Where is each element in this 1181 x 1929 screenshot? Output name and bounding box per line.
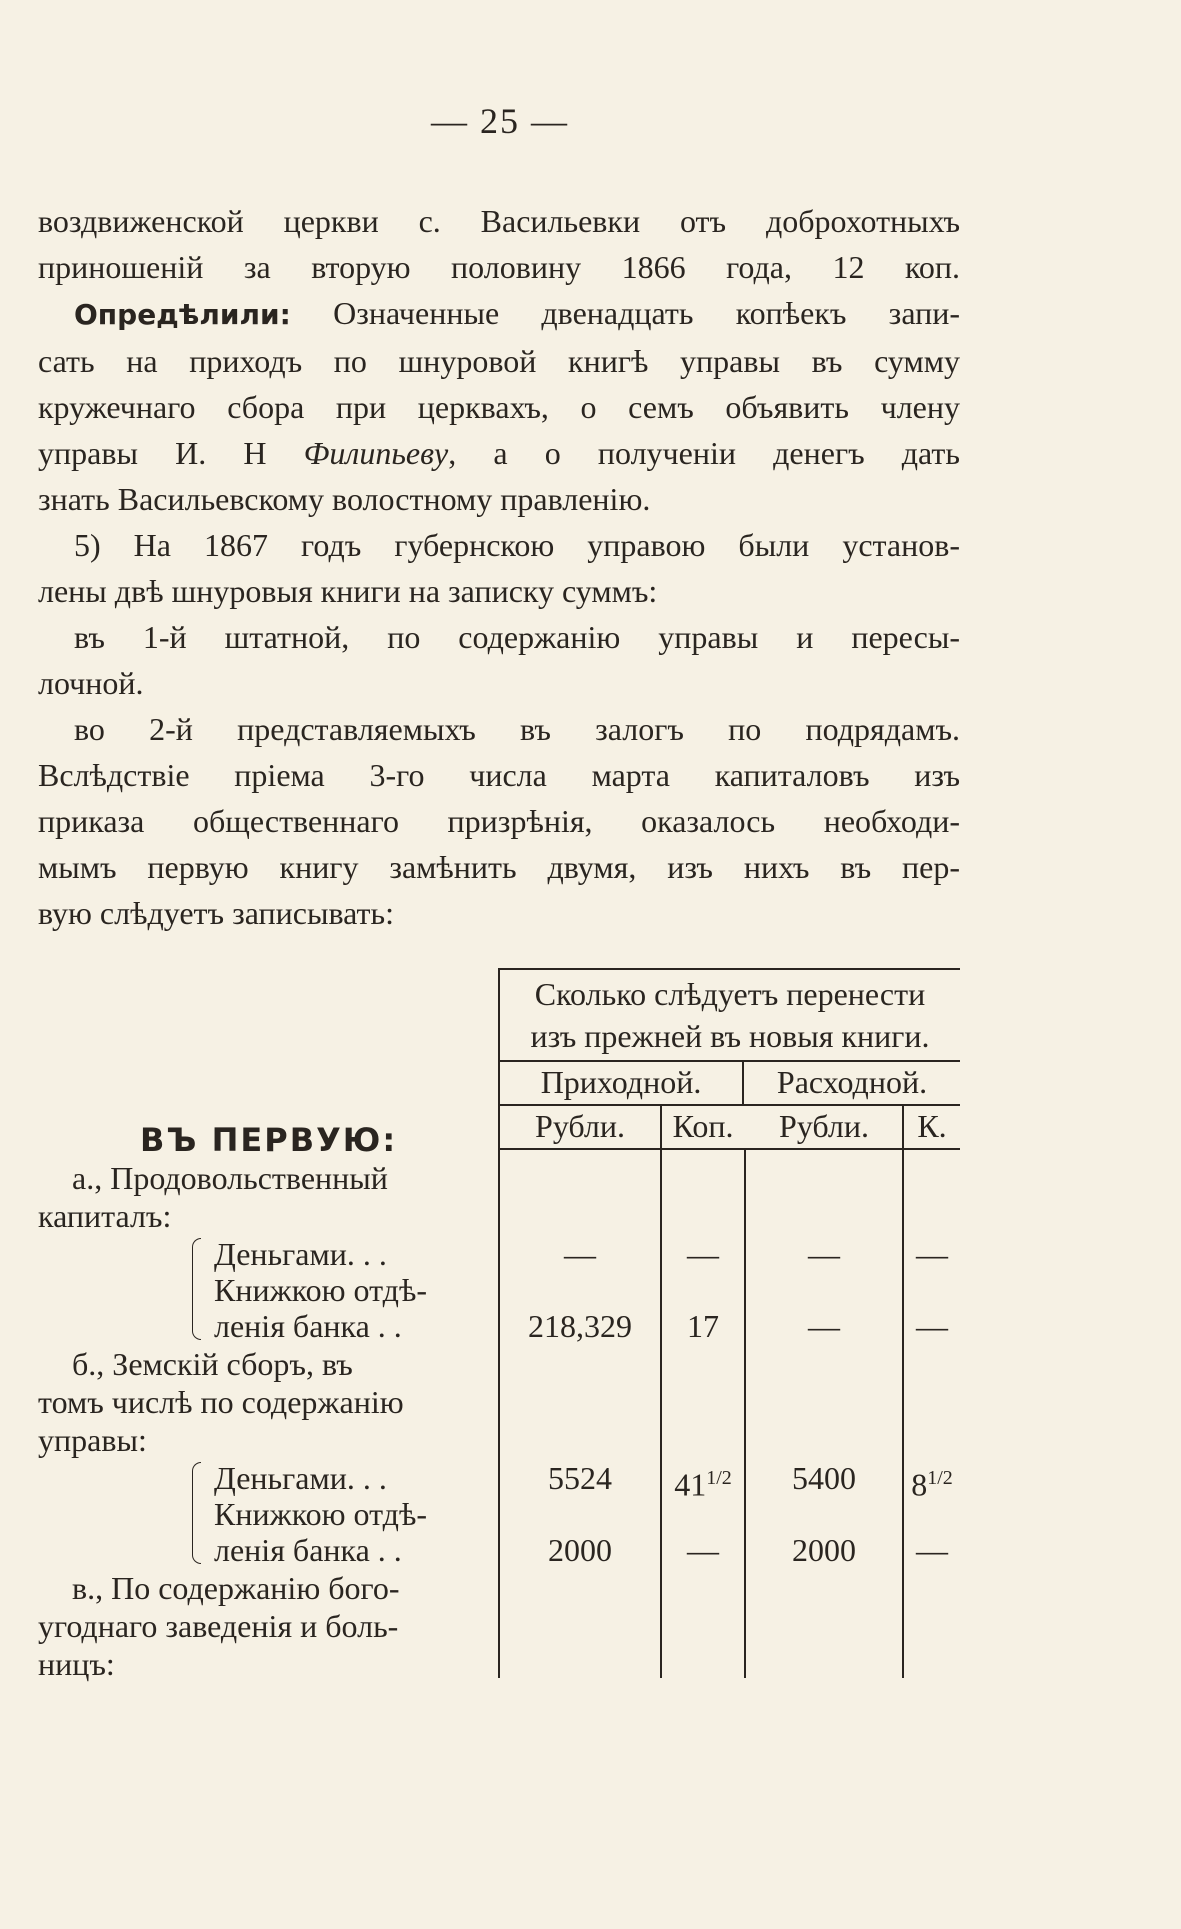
row-label: б., Земскій сборъ, въ: [72, 1346, 353, 1382]
brace: [192, 1462, 201, 1564]
row-label: угоднаго заведенія и боль-: [38, 1608, 399, 1644]
cell-value: 8: [911, 1466, 928, 1503]
resolution-label: Опредѣлили:: [74, 298, 291, 331]
row-label: Книжкою отдѣ-: [214, 1272, 427, 1308]
text-line: въ 1-й штатной, по содержанію управы и пересы-: [74, 619, 960, 655]
table-cell: 2000: [548, 1532, 612, 1568]
table-rule: [902, 1104, 904, 1678]
text-line: лены двѣ шнуровыя книги на записку суммъ:: [38, 573, 658, 609]
row-label: томъ числѣ по содержанію: [38, 1384, 404, 1420]
text-span: управы И. Н: [38, 435, 304, 471]
text-line: лочной.: [38, 665, 144, 701]
table-cell: 17: [687, 1308, 719, 1344]
person-name: Филипьеву: [303, 435, 449, 471]
text-line: мымъ первую книгу замѣнить двумя, изъ нихъ въ пер-: [38, 849, 960, 885]
table-left-rule: [498, 968, 500, 1678]
row-label: ленія банка . .: [214, 1308, 402, 1344]
row-label: капиталъ:: [38, 1198, 172, 1234]
text-line: [38, 290, 960, 338]
text-line: вую слѣдуетъ записывать:: [38, 895, 394, 931]
table-rule: [498, 1060, 960, 1062]
row-label: Деньгами. . .: [214, 1236, 387, 1272]
table-header-line: изъ прежней въ новыя книги.: [530, 1018, 930, 1054]
text-line: кружечнаго сбора при церквахъ, о семъ объявить члену: [38, 389, 960, 425]
row-label: управы:: [38, 1422, 147, 1458]
table-cell: —: [808, 1236, 840, 1272]
table-rule: [742, 1060, 744, 1104]
row-label: Книжкою отдѣ-: [214, 1496, 427, 1532]
body-text: [38, 198, 960, 936]
table-rule: [498, 1148, 960, 1150]
column-group-expense: Расходной.: [776, 1064, 928, 1100]
section-title: ВЪ ПЕРВУЮ:: [140, 1121, 398, 1159]
text-line: [38, 430, 960, 476]
text-span: Означенные двенадцать копѣекъ запи-: [290, 295, 960, 331]
table-cell: 5524: [548, 1460, 612, 1496]
page-number: — 25 —: [431, 101, 569, 141]
text-line: 5) На 1867 годъ губернскою управою были установ-: [74, 527, 960, 563]
table-cell: 218,329: [528, 1308, 632, 1344]
table-cell: —: [687, 1236, 719, 1272]
text-line: Вслѣдствіе пріема 3-го числа марта капиталовъ изъ: [38, 757, 960, 793]
brace: [192, 1238, 201, 1340]
table-cell: —: [916, 1532, 948, 1568]
column-kopeks: К.: [917, 1108, 947, 1144]
text-line: сать на приходъ по шнуровой книгѣ управы въ сумму: [38, 343, 960, 379]
fraction: 1/2: [927, 1467, 953, 1489]
text-line: приказа общественнаго призрѣнія, оказалось необходи-: [38, 803, 960, 839]
row-label: ленія банка . .: [214, 1532, 402, 1568]
row-label: в., По содержанію бого-: [72, 1570, 400, 1606]
table-rule: [744, 1148, 746, 1678]
table-cell: [904, 1460, 960, 1503]
row-label: ницъ:: [38, 1646, 115, 1682]
row-label: Деньгами. . .: [214, 1460, 387, 1496]
cell-value: 41: [674, 1466, 707, 1503]
table-rule: [660, 1104, 662, 1678]
table-cell: —: [916, 1236, 948, 1272]
text-span: , а о полученіи денегъ дать: [448, 435, 961, 471]
text-line: во 2-й представляемыхъ въ залогъ по подрядамъ.: [74, 711, 960, 747]
table-cell: —: [808, 1308, 840, 1344]
text-line: воздвиженской церкви с. Васильевки отъ доброхотныхъ: [38, 203, 960, 239]
table-cell: —: [564, 1236, 596, 1272]
table-top-rule: [498, 968, 960, 970]
text-line: знать Васильевскому волостному правленію.: [38, 481, 651, 517]
table-cell: 5400: [792, 1460, 856, 1496]
column-rubles: Рубли.: [535, 1108, 625, 1144]
table-rule: [498, 1104, 960, 1106]
table-cell: —: [916, 1308, 948, 1344]
column-group-income: Приходной.: [540, 1064, 702, 1100]
column-rubles: Рубли.: [779, 1108, 869, 1144]
table-header-line: Сколько слѣдуетъ перенести: [534, 976, 926, 1012]
table-cell: 2000: [792, 1532, 856, 1568]
text-line: приношеній за вторую половину 1866 года, 12 коп.: [38, 249, 960, 285]
fraction: 1/2: [706, 1467, 732, 1489]
table-cell: —: [687, 1532, 719, 1568]
column-kopeks: Коп.: [672, 1108, 734, 1144]
table-cell: [662, 1460, 744, 1503]
row-label: а., Продовольственный: [72, 1160, 388, 1196]
